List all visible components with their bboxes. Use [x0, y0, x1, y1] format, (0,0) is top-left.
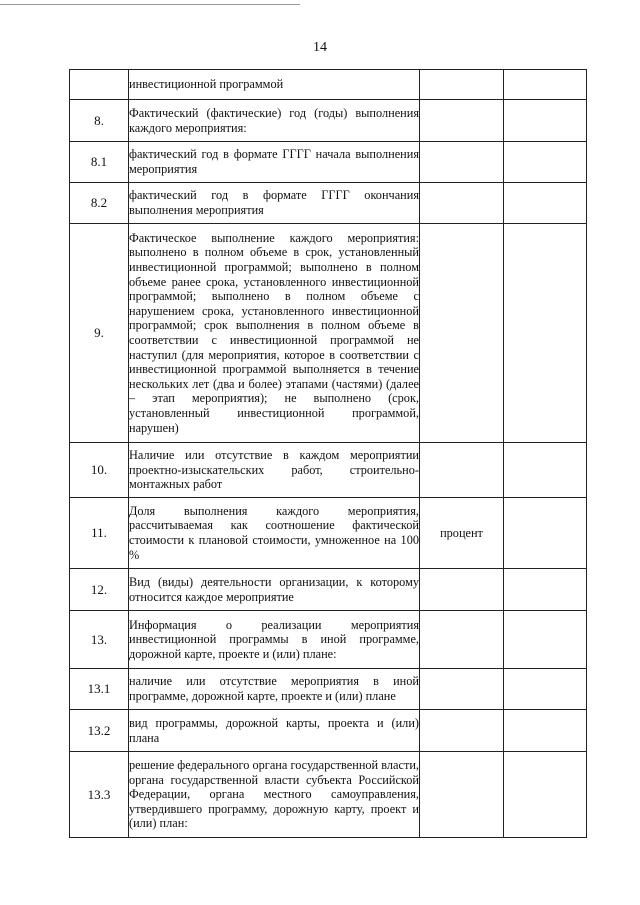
row-description: Фактический (фактические) год (годы) выполнения каждого мероприятия:	[129, 100, 420, 142]
row-number: 8.2	[70, 183, 129, 224]
row-unit	[420, 100, 504, 142]
row-unit	[420, 183, 504, 224]
row-number: 13.1	[70, 669, 129, 710]
row-description: Доля выполнения каждого мероприятия, рассчитываемая как соотношение фактической стоимости к плановой стоимости, умноженное на 100 %	[129, 498, 420, 569]
row-number: 13.3	[70, 752, 129, 838]
requirements-table	[69, 69, 587, 838]
table-row	[70, 752, 587, 838]
row-unit	[420, 142, 504, 183]
table-row	[70, 70, 587, 100]
row-value	[504, 142, 587, 183]
row-unit	[420, 752, 504, 838]
row-unit	[420, 443, 504, 498]
table-row	[70, 443, 587, 498]
table-row	[70, 710, 587, 752]
row-unit	[420, 224, 504, 443]
row-number: 8.	[70, 100, 129, 142]
row-unit	[420, 710, 504, 752]
row-unit	[420, 70, 504, 100]
table-row	[70, 611, 587, 669]
row-number: 13.	[70, 611, 129, 669]
row-description: Фактическое выполнение каждого мероприятия: выполнено в полном объеме в срок, установленный инвестиционной программой; выполнено в полном объеме ранее срока, установленного инвестиционной программой; выполнено в полном объеме с нарушением срока, установленного инвестиционной программой; срок выполнения в полном объеме в соответствии с инвестиционной программой не наступил (для мероприятия, которое в соответствии с инвестиционной программой выполняется в течение нескольких лет (два и более) этапами (частями) (далее – этап мероприятия); не выполнено (срок, установленный инвестиционной программой, нарушен)	[129, 224, 420, 443]
table-row	[70, 569, 587, 611]
table-row	[70, 224, 587, 443]
row-description: инвестиционной программой	[129, 70, 420, 100]
row-number: 9.	[70, 224, 129, 443]
row-description: фактический год в формате ГГГГ окончания выполнения мероприятия	[129, 183, 420, 224]
row-unit	[420, 669, 504, 710]
row-description: Вид (виды) деятельности организации, к которому относится каждое мероприятие	[129, 569, 420, 611]
row-value	[504, 669, 587, 710]
table-row	[70, 669, 587, 710]
row-unit	[420, 569, 504, 611]
table-body	[70, 70, 587, 838]
row-number: 11.	[70, 498, 129, 569]
row-value	[504, 710, 587, 752]
table-row	[70, 183, 587, 224]
row-value	[504, 752, 587, 838]
row-description: вид программы, дорожной карты, проекта и (или) плана	[129, 710, 420, 752]
row-number: 12.	[70, 569, 129, 611]
row-value	[504, 183, 587, 224]
row-unit: процент	[420, 498, 504, 569]
table-row	[70, 498, 587, 569]
row-value	[504, 70, 587, 100]
row-value	[504, 611, 587, 669]
row-value	[504, 498, 587, 569]
table-row	[70, 142, 587, 183]
row-description: фактический год в формате ГГГГ начала выполнения мероприятия	[129, 142, 420, 183]
table-row	[70, 100, 587, 142]
row-value	[504, 224, 587, 443]
row-description: наличие или отсутствие мероприятия в иной программе, дорожной карте, проекте и (или) плане	[129, 669, 420, 710]
row-number: 8.1	[70, 142, 129, 183]
row-description: Наличие или отсутствие в каждом мероприятии проектно-изыскательских работ, строительно-монтажных работ	[129, 443, 420, 498]
row-number: 13.2	[70, 710, 129, 752]
row-number: 10.	[70, 443, 129, 498]
row-unit	[420, 611, 504, 669]
row-description: Информация о реализации мероприятия инвестиционной программы в иной программе, дорожной карте, проекте и (или) плане:	[129, 611, 420, 669]
top-rule	[0, 4, 300, 5]
row-number	[70, 70, 129, 100]
row-value	[504, 569, 587, 611]
page-number: 14	[313, 40, 327, 55]
row-description: решение федерального органа государственной власти, органа государственной власти субъекта Российской Федерации, органа местного самоуправления, утвердившего программу, дорожную карту, проект и (или) план:	[129, 752, 420, 838]
row-value	[504, 443, 587, 498]
row-value	[504, 100, 587, 142]
